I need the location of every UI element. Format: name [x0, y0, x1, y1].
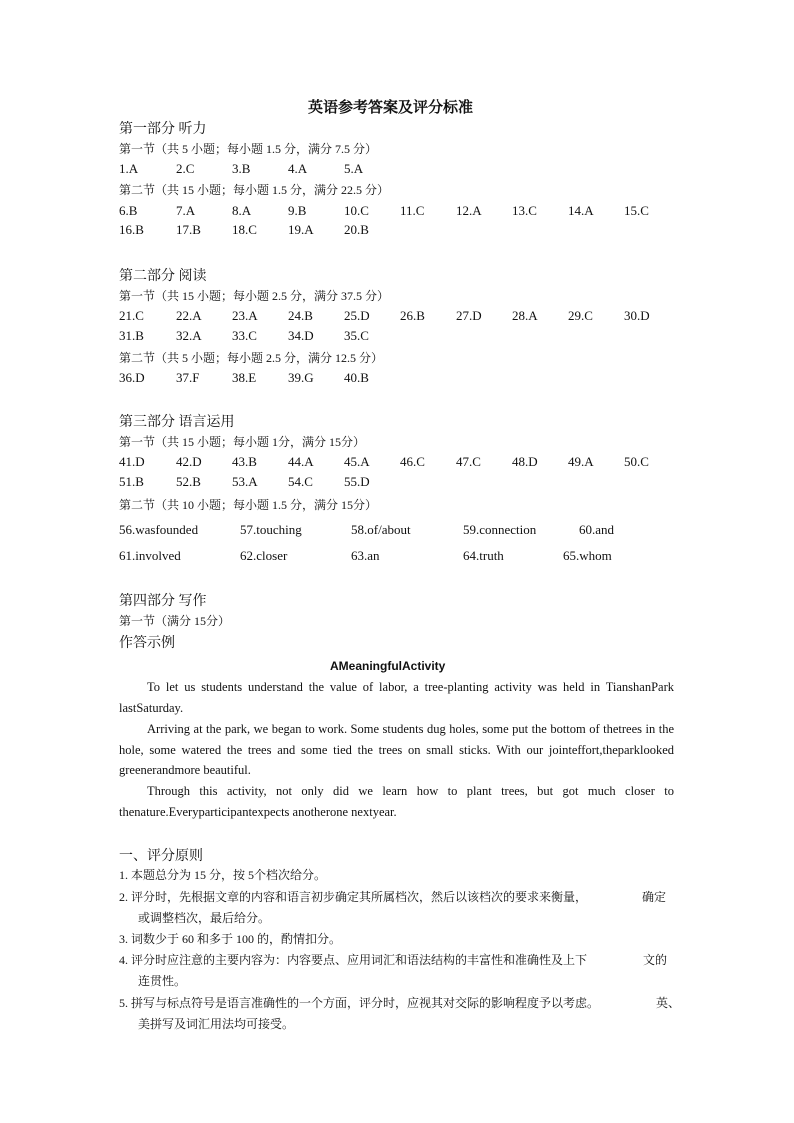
- answer-item: 6.B: [119, 203, 138, 218]
- scoring-rule-2-cont: 或调整档次，最后给分。: [138, 911, 271, 925]
- answer-item: 21.C: [119, 308, 144, 323]
- answer-item: 38.E: [232, 370, 257, 385]
- answer-item: 3.B: [232, 161, 251, 176]
- answer-item: 26.B: [400, 308, 425, 323]
- answer-item: 32.A: [176, 328, 202, 343]
- answer-item: 51.B: [119, 474, 144, 489]
- answer-item: 19.A: [288, 222, 314, 237]
- part1-section1-meta: 第一节（共 5 小题；每小题 1.5 分，满分 7.5 分）: [119, 142, 378, 156]
- part3-section1-meta: 第一节（共 15 小题；每小题 1分，满分 15分）: [119, 435, 366, 449]
- answer-item: 29.C: [568, 308, 593, 323]
- answer-item: 44.A: [288, 454, 314, 469]
- answer-item: 2.C: [176, 161, 195, 176]
- scoring-heading: 一、评分原则: [119, 849, 203, 864]
- answer-item: 40.B: [344, 370, 369, 385]
- answer-item: 37.F: [176, 370, 200, 385]
- answer-item: 36.D: [119, 370, 145, 385]
- answer-item: 9.B: [288, 203, 307, 218]
- essay-paragraph-1: [119, 677, 674, 718]
- answer-item: 14.A: [568, 203, 594, 218]
- answer-item: 31.B: [119, 328, 144, 343]
- scoring-rule-5: 5. 拼写与标点符号是语言准确性的一个方面，评分时，应视其对交际的影响程度予以考虑。: [119, 996, 600, 1010]
- answer-item: 8.A: [232, 203, 252, 218]
- answer-item: 57.touching: [240, 522, 302, 537]
- part2-section2-meta: 第二节（共 5 小题；每小题 2.5 分，满分 12.5 分）: [119, 351, 384, 365]
- part3-heading: 第三部分 语言运用: [119, 415, 235, 430]
- answer-item: 12.A: [456, 203, 482, 218]
- answer-item: 4.A: [288, 161, 308, 176]
- answer-item: 48.D: [512, 454, 538, 469]
- essay-paragraph-2: [119, 719, 674, 781]
- answer-item: 43.B: [232, 454, 257, 469]
- answer-item: 18.C: [232, 222, 257, 237]
- answer-item: 52.B: [176, 474, 201, 489]
- answer-item: 27.D: [456, 308, 482, 323]
- answer-item: 46.C: [400, 454, 425, 469]
- answer-item: 30.D: [624, 308, 650, 323]
- part1-heading: 第一部分 听力: [119, 122, 207, 137]
- answer-item: 22.A: [176, 308, 202, 323]
- answer-item: 7.A: [176, 203, 196, 218]
- part4-heading: 第四部分 写作: [119, 594, 207, 609]
- answer-item: 45.A: [344, 454, 370, 469]
- answer-item: 25.D: [344, 308, 370, 323]
- answer-item: 54.C: [288, 474, 313, 489]
- answer-item: 62.closer: [240, 548, 288, 563]
- answer-item: 28.A: [512, 308, 538, 323]
- part4-section1-meta: 第一节（满分 15分）: [119, 614, 231, 628]
- answer-item: 60.and: [579, 522, 615, 537]
- scoring-rule-3: 3. 词数少于 60 和多于 100 的，酌情扣分。: [119, 932, 342, 946]
- answer-item: 35.C: [344, 328, 369, 343]
- scoring-rule-1: 1. 本题总分为 15 分，按 5个档次给分。: [119, 868, 327, 882]
- scoring-rule-2-tail: 确定: [642, 890, 667, 904]
- answer-item: 39.G: [288, 370, 314, 385]
- answer-item: 16.B: [119, 222, 144, 237]
- answer-item: 10.C: [344, 203, 369, 218]
- answer-item: 63.an: [351, 548, 380, 563]
- scoring-rule-5-cont: 美拼写及词汇用法均可接受。: [138, 1017, 295, 1031]
- essay-paragraph-text: Arriving at the park, we began to work. Some students dug holes, some put the bottom of thetrees in the hole, some watered the trees and some tied the trees on small sticks. With our jointeffort,theparklooked greenerandmore beautiful.: [119, 722, 674, 778]
- sample-label: 作答示例: [119, 636, 175, 651]
- answer-item: 15.C: [624, 203, 649, 218]
- answer-item: 50.C: [624, 454, 649, 469]
- part2-section1-meta: 第一节（共 15 小题；每小题 2.5 分，满分 37.5 分）: [119, 289, 390, 303]
- essay-title: AMeaningfulActivity: [330, 659, 446, 673]
- answer-item: 34.D: [288, 328, 314, 343]
- scoring-rule-2: 2. 评分时，先根据文章的内容和语言初步确定其所属档次，然后以该档次的要求来衡量，: [119, 890, 588, 904]
- answer-item: 47.C: [456, 454, 481, 469]
- essay-paragraph-text: Through this activity, not only did we learn how to plant trees, but got much closer to thenature.Everyparticipantexpects anotherone nextyear.: [119, 784, 674, 819]
- answer-item: 59.connection: [463, 522, 537, 537]
- answer-item: 23.A: [232, 308, 258, 323]
- part1-section2-meta: 第二节（共 15 小题；每小题 1.5 分，满分 22.5 分）: [119, 183, 390, 197]
- answer-item: 49.A: [568, 454, 594, 469]
- answer-item: 64.truth: [463, 548, 504, 563]
- answer-item: 61.involved: [119, 548, 181, 563]
- answer-item: 58.of/about: [351, 522, 411, 537]
- answer-item: 17.B: [176, 222, 201, 237]
- scoring-rule-4-cont: 连贯性。: [138, 974, 187, 988]
- answer-item: 53.A: [232, 474, 258, 489]
- answer-item: 56.wasfounded: [119, 522, 199, 537]
- scoring-rule-4-tail: 文的: [643, 953, 668, 967]
- answer-item: 55.D: [344, 474, 370, 489]
- part2-heading: 第二部分 阅读: [119, 269, 207, 284]
- answer-item: 65.whom: [563, 548, 612, 563]
- answer-item: 1.A: [119, 161, 139, 176]
- answer-item: 5.A: [344, 161, 364, 176]
- answer-item: 11.C: [400, 203, 425, 218]
- part3-section2-meta: 第二节（共 10 小题；每小题 1.5 分，满分 15分）: [119, 498, 378, 512]
- essay-paragraph-3: [119, 781, 674, 822]
- answer-item: 20.B: [344, 222, 369, 237]
- essay-paragraph-text: To let us students understand the value of labor, a tree-planting activity was held in TianshanPark lastSaturday.: [119, 680, 674, 715]
- scoring-rule-4: 4. 评分时应注意的主要内容为：内容要点、应用词汇和语法结构的丰富性和准确性及上下: [119, 953, 588, 967]
- scoring-rule-5-tail: 英、: [656, 996, 681, 1010]
- answer-item: 33.C: [232, 328, 257, 343]
- answer-item: 24.B: [288, 308, 313, 323]
- answer-item: 13.C: [512, 203, 537, 218]
- answer-item: 41.D: [119, 454, 145, 469]
- answer-item: 42.D: [176, 454, 202, 469]
- page-title: 英语参考答案及评分标准: [308, 100, 474, 116]
